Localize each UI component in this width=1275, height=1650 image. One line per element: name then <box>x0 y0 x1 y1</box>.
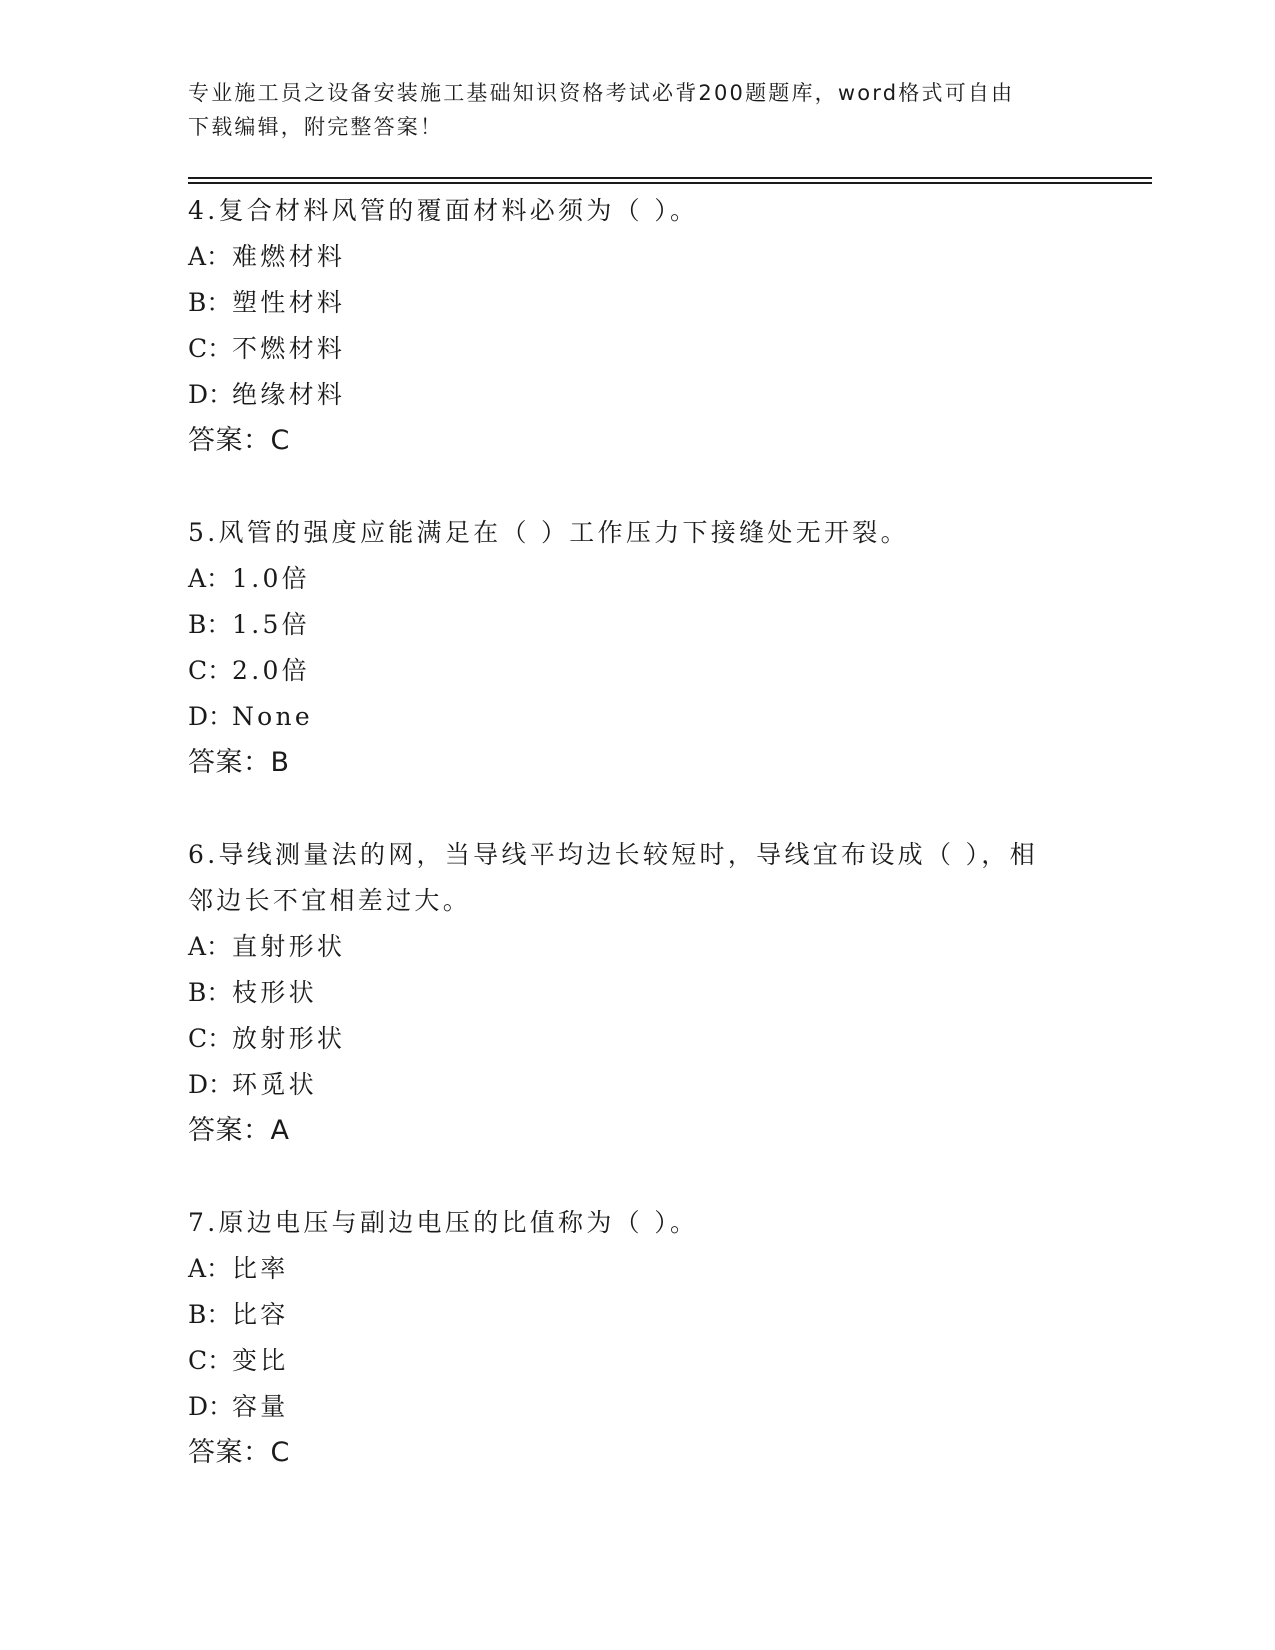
option-c <box>188 326 1088 372</box>
header-divider-top <box>188 177 1152 179</box>
header-line-2: 下载编辑，附完整答案！ <box>188 115 444 139</box>
option-label: D： <box>188 1392 234 1421</box>
question-item <box>188 1200 1088 1476</box>
option-label: C： <box>188 334 233 363</box>
option-label: B： <box>188 978 232 1007</box>
option-c <box>188 1338 1088 1384</box>
question-item <box>188 188 1088 464</box>
option-label: D： <box>188 1070 234 1099</box>
option-d <box>188 1384 1088 1430</box>
option-label: D： <box>188 380 234 409</box>
option-label: B： <box>188 288 232 317</box>
question-text: 7.原边电压与副边电压的比值称为（ ）。 <box>188 1208 699 1237</box>
option-label: A： <box>188 242 232 271</box>
option-text: None <box>232 702 314 731</box>
question-text-line-2: 邻边长不宜相差过大。 <box>188 886 472 915</box>
question-text: 5.风管的强度应能满足在（ ）工作压力下接缝处无开裂。 <box>188 518 909 547</box>
option-text: 变比 <box>232 1346 289 1375</box>
option-text: 直射形状 <box>232 932 346 961</box>
option-label: A： <box>188 1254 232 1283</box>
option-text: 1.5倍 <box>232 610 310 639</box>
option-label: A： <box>188 564 232 593</box>
document-header <box>188 76 1088 144</box>
answer-text: 答案：B <box>188 747 290 778</box>
option-text: 放射形状 <box>232 1024 346 1053</box>
option-a <box>188 1246 1088 1292</box>
option-text: 绝缘材料 <box>232 380 346 409</box>
option-a <box>188 234 1088 280</box>
option-text: 比容 <box>232 1300 289 1329</box>
option-label: A： <box>188 932 232 961</box>
option-label: C： <box>188 656 233 685</box>
option-label: C： <box>188 1024 233 1053</box>
question-text: 4.复合材料风管的覆面材料必须为（ ）。 <box>188 196 699 225</box>
option-d <box>188 1062 1088 1108</box>
option-d <box>188 694 1088 740</box>
option-label: C： <box>188 1346 233 1375</box>
option-b <box>188 1292 1088 1338</box>
question-item <box>188 832 1088 1154</box>
option-a <box>188 924 1088 970</box>
option-text: 2.0倍 <box>232 656 310 685</box>
header-divider-bottom <box>188 182 1152 184</box>
option-c <box>188 1016 1088 1062</box>
option-b <box>188 970 1088 1016</box>
option-text: 不燃材料 <box>232 334 346 363</box>
option-a <box>188 556 1088 602</box>
option-text: 塑性材料 <box>232 288 346 317</box>
option-text: 比率 <box>232 1254 289 1283</box>
option-b <box>188 280 1088 326</box>
option-c <box>188 648 1088 694</box>
option-text: 枝形状 <box>232 978 317 1007</box>
answer-text: 答案：C <box>188 1437 290 1468</box>
answer-text: 答案：C <box>188 425 290 456</box>
option-label: B： <box>188 610 232 639</box>
question-list <box>188 188 1088 1522</box>
option-b <box>188 602 1088 648</box>
answer-text: 答案：A <box>188 1115 290 1146</box>
header-line-1: 专业施工员之设备安装施工基础知识资格考试必背200题题库，word格式可自由 <box>188 81 1015 105</box>
option-text: 1.0倍 <box>232 564 310 593</box>
option-label: B： <box>188 1300 232 1329</box>
option-text: 环觅状 <box>232 1070 317 1099</box>
option-d <box>188 372 1088 418</box>
option-text: 容量 <box>232 1392 289 1421</box>
question-text-line-1: 6.导线测量法的网，当导线平均边长较短时，导线宜布设成（ ），相 <box>188 840 1038 869</box>
question-item <box>188 510 1088 786</box>
option-text: 难燃材料 <box>232 242 346 271</box>
option-label: D： <box>188 702 234 731</box>
